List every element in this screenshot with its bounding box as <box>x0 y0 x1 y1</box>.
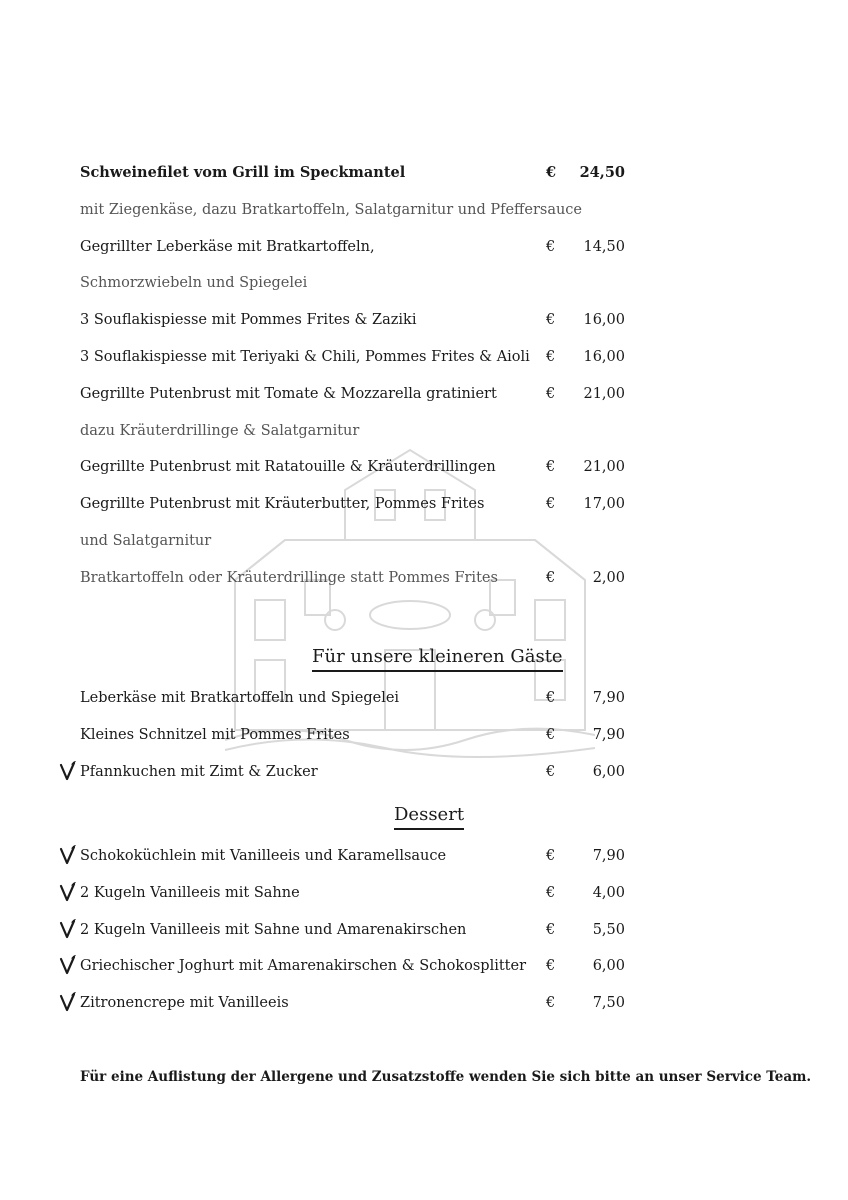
menu-item-name: Schmorzwiebeln und Spiegelei <box>80 275 308 292</box>
menu-item-price: 5,50 <box>592 921 625 938</box>
currency-symbol: € <box>546 385 556 402</box>
menu-item-name: Schweinefilet vom Grill im Speckmantel <box>80 164 406 181</box>
currency-symbol: € <box>546 921 556 938</box>
dessert-section-title: Dessert <box>394 803 464 830</box>
menu-item-name: dazu Kräuterdrillinge & Salatgarnitur <box>80 422 360 439</box>
currency-symbol: € <box>546 995 556 1012</box>
currency-symbol: € <box>546 958 556 975</box>
menu-item-row <box>80 418 625 444</box>
menu-item-name: Leberkäse mit Bratkartoffeln und Spiegelei <box>80 690 400 706</box>
menu-item-price: 16,00 <box>583 312 625 329</box>
menu-item-row <box>80 565 625 591</box>
menu-item-price: 16,00 <box>583 349 625 365</box>
menu-item-price: 21,00 <box>583 385 625 402</box>
menu-item-name: mit Ziegenkäse, dazu Bratkartoffeln, Salatgarnitur und Pfeffersauce <box>80 201 582 218</box>
menu-item-name: und Salatgarnitur <box>80 533 212 549</box>
menu-item-row <box>80 722 625 748</box>
menu-item-row <box>80 953 625 979</box>
menu-item-name: 2 Kugeln Vanilleeis mit Sahne und Amarenakirschen <box>80 921 467 938</box>
menu-item-price: 7,90 <box>592 727 625 743</box>
menu-item-price: 7,90 <box>592 690 625 706</box>
menu-item-price: 4,00 <box>592 884 625 901</box>
menu-item-name: Gegrillte Putenbrust mit Ratatouille & Kräuterdrillingen <box>80 459 496 476</box>
menu-item-name: Gegrillte Putenbrust mit Kräuterbutter, Pommes Frites <box>80 496 485 513</box>
currency-symbol: € <box>546 727 556 743</box>
vegetarian-leaf-icon <box>58 954 78 976</box>
kids-section-title: Für unsere kleineren Gäste <box>312 645 563 672</box>
menu-item-name: Bratkartoffeln oder Kräuterdrillinge statt Pommes Frites <box>80 569 498 586</box>
menu-item-name: Zitronencrepe mit Vanilleeis <box>80 995 289 1012</box>
currency-symbol: € <box>546 164 557 181</box>
menu-item-name: Kleines Schnitzel mit Pommes Frites <box>80 727 350 743</box>
menu-item-row <box>80 843 625 869</box>
currency-symbol: € <box>546 459 556 476</box>
menu-item-row <box>80 234 625 260</box>
menu-item-row <box>80 381 625 407</box>
menu-item-row <box>80 344 625 370</box>
menu-item-name: Gegrillter Leberkäse mit Bratkartoffeln, <box>80 238 375 255</box>
vegetarian-leaf-icon <box>58 844 78 866</box>
menu-item-price: 24,50 <box>579 164 625 181</box>
menu-item-name: 3 Souflakispiesse mit Pommes Frites & Zaziki <box>80 312 417 329</box>
menu-item-name: 2 Kugeln Vanilleeis mit Sahne <box>80 884 300 901</box>
menu-item-row <box>80 270 625 296</box>
menu-item-name: Schokoküchlein mit Vanilleeis und Karamellsauce <box>80 848 447 864</box>
vegetarian-leaf-icon <box>58 760 78 782</box>
currency-symbol: € <box>546 884 556 901</box>
menu-item-row <box>80 307 625 333</box>
menu-item-row <box>80 990 625 1016</box>
menu-item-row <box>80 917 625 943</box>
menu-item-name: Pfannkuchen mit Zimt & Zucker <box>80 764 318 780</box>
currency-symbol: € <box>546 848 556 864</box>
menu-item-row <box>80 759 625 785</box>
currency-symbol: € <box>546 690 556 706</box>
menu-item-name: Gegrillte Putenbrust mit Tomate & Mozzarella gratiniert <box>80 385 497 402</box>
menu-item-row <box>80 454 625 480</box>
menu-item-price: 21,00 <box>583 459 625 476</box>
currency-symbol: € <box>546 312 556 329</box>
menu-item-price: 6,00 <box>592 764 625 780</box>
allergen-footer-note: Für eine Auflistung der Allergene und Zusatzstoffe wenden Sie sich bitte an unser Service Team. <box>80 1069 812 1085</box>
menu-item-price: 6,00 <box>592 958 625 975</box>
menu-item-name: 3 Souflakispiesse mit Teriyaki & Chili, Pommes Frites & Aioli <box>80 349 530 365</box>
menu-item-price: 7,90 <box>592 848 625 864</box>
menu-item-row <box>80 528 625 554</box>
currency-symbol: € <box>546 349 556 365</box>
menu-item-price: 17,00 <box>583 496 625 513</box>
vegetarian-leaf-icon <box>58 991 78 1013</box>
vegetarian-leaf-icon <box>58 918 78 940</box>
menu-item-row <box>80 197 625 223</box>
menu-item-row <box>80 685 625 711</box>
menu-item-row <box>80 160 625 186</box>
menu-item-name: Griechischer Joghurt mit Amarenakirschen & Schokosplitter <box>80 958 527 975</box>
menu-item-price: 14,50 <box>583 238 625 255</box>
currency-symbol: € <box>546 569 556 586</box>
menu-item-row <box>80 880 625 906</box>
menu-item-price: 2,00 <box>592 569 625 586</box>
vegetarian-leaf-icon <box>58 881 78 903</box>
currency-symbol: € <box>546 496 556 513</box>
currency-symbol: € <box>546 238 556 255</box>
menu-item-price: 7,50 <box>592 995 625 1012</box>
menu-item-row <box>80 491 625 517</box>
currency-symbol: € <box>546 764 556 780</box>
